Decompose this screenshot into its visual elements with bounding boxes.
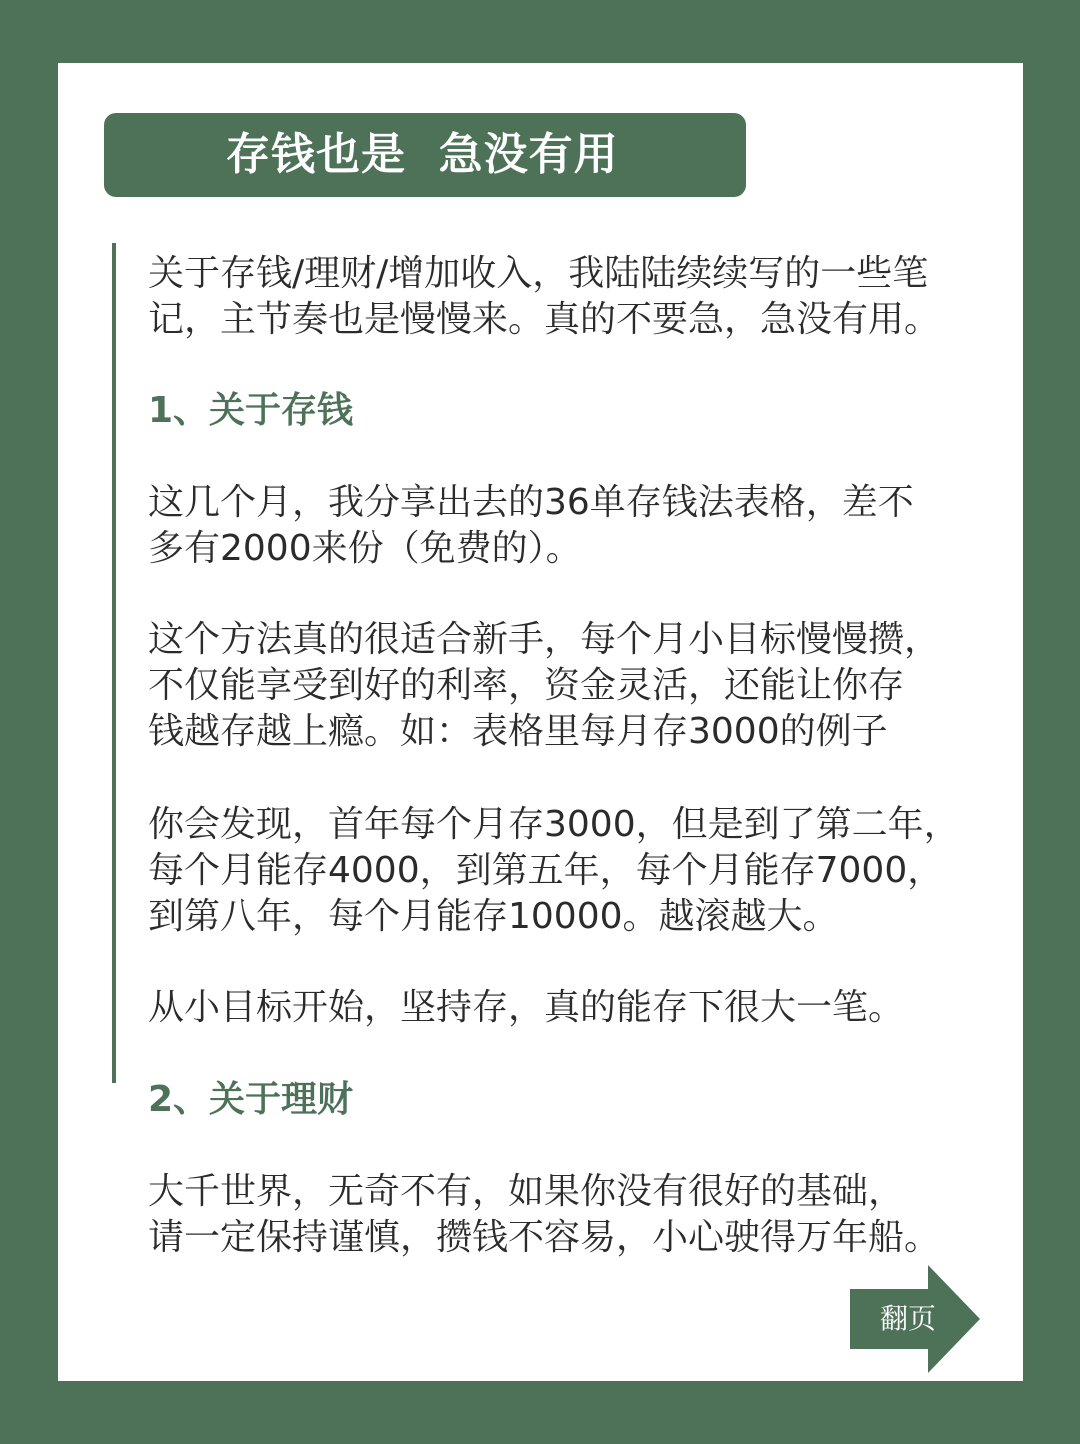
next-page-button[interactable] bbox=[850, 1265, 982, 1373]
section-2-paragraph-1: 大千世界，无奇不有，如果你没有很好的基础， 请一定保持谨慎，攒钱不容易，小心驶得万年船。 bbox=[148, 1171, 941, 1258]
section-1-paragraph-4: 从小目标开始，坚持存，真的能存下很大一笔。 bbox=[148, 987, 905, 1028]
section-1-heading: 1、关于存钱 bbox=[148, 390, 354, 431]
content-card bbox=[58, 63, 1023, 1381]
title-banner bbox=[104, 113, 746, 197]
section-2-heading: 2、关于理财 bbox=[148, 1079, 354, 1120]
section-1-paragraph-3: 你会发现，首年每个月存3000，但是到了第二年， 每个月能存4000，到第五年，每个月能存7000， 到第八年，每个月能存10000。越滚越大。 bbox=[148, 804, 960, 937]
next-page-label: 翻页 bbox=[879, 1302, 936, 1335]
accent-bar bbox=[112, 243, 116, 1083]
section-1-paragraph-2: 这个方法真的很适合新手，每个月小目标慢慢攒， 不仅能享受到好的利率，资金灵活，还能让你存 钱越存越上瘾。如：表格里每月存3000的例子 bbox=[148, 619, 941, 752]
section-1-paragraph-1: 这几个月，我分享出去的36单存钱法表格，差不 多有2000来份（免费的）。 bbox=[148, 482, 914, 569]
intro-paragraph: 关于存钱/理财/增加收入，我陆陆续续写的一些笔 记，主节奏也是慢慢来。真的不要急，急没有用。 bbox=[148, 253, 941, 340]
page-title: 存钱也是 急没有用 bbox=[226, 129, 619, 180]
